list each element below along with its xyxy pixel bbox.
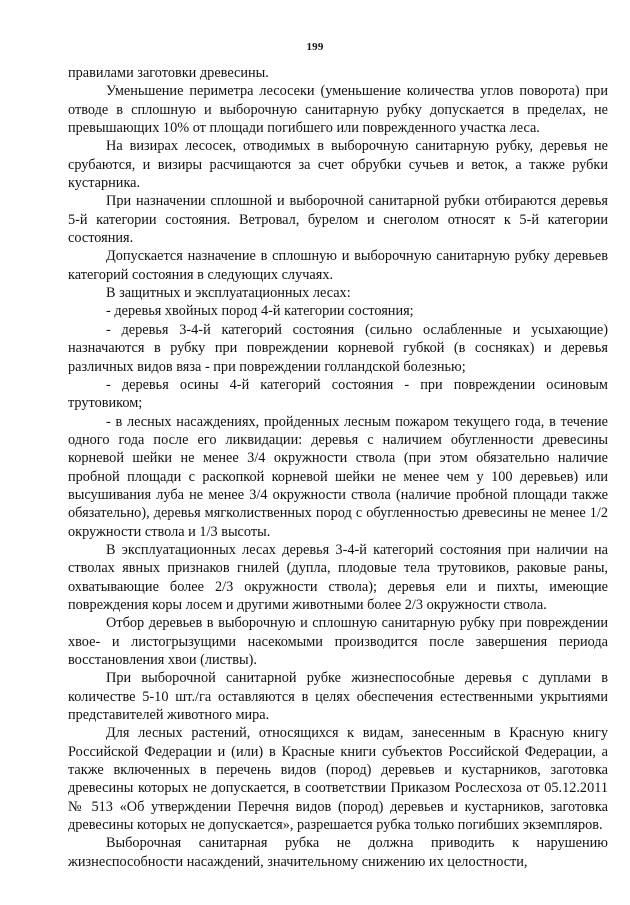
paragraph: В эксплуатационных лесах деревья 3-4-й категорий состояния при наличии на стволах явных признаков гнилей (дупла, плодовые тела трутовиков, раковые раны, охватывающие более 2/3 окружности ствола); деревья ели и пихты, имеющие повреждения коры лосем и другими животными более 2/3 окружности ствола.: [68, 541, 608, 613]
page-number: 199: [306, 41, 324, 53]
paragraph: Для лесных растений, относящихся к видам, занесенным в Красную книгу Российской Федерации и (или) в Красные книги субъектов Российской Федерации, а также включенных в перечень видов (пород) деревьев и кустарников, заготовка древесины которых не допускается, в соответствии Приказом Рослесхоза от 05.12.2011 № 513 «Об утверждении Перечня видов (пород) деревьев и кустарников, заготовка древесины которых не допускается», разрешается рубка только погибших экземпляров.: [68, 725, 608, 834]
list-item: - в лесных насаждениях, пройденных лесным пожаром текущего года, в течение одного года после его ликвидации: деревья с наличием обугленности древесины корневой шейки не менее 3/4 окружности ствола (при этом обязательно наличие пробной площади с раскопкой корневой шейки не менее чем у 100 деревьев) или высушивания луба не менее 3/4 окружности ствола (наличие пробной площади также обязательно), деревья мягколиственных пород с обугленностью древесины не менее 1/2 окружности ствола и 1/3 высоты.: [68, 413, 608, 540]
list-item: - деревья 3-4-й категорий состояния (сильно ослабленные и усыхающие) назначаются в рубку при повреждении корневой губкой (в сосняках) и деревья различных видов вяза - при повреждении голландской болезнью;: [68, 321, 608, 375]
list-item: - деревья хвойных пород 4-й категории состояния;: [106, 303, 414, 320]
list-item: - деревья осины 4-й категорий состояния - при повреждении осиновым трутовиком;: [68, 376, 608, 412]
paragraph: На визирах лесосек, отводимых в выборочную санитарную рубку, деревья не срубаются, и визиры расчищаются за счет обрубки сучьев и веток, а также рубки кустарника.: [68, 138, 608, 192]
body-text: [68, 64, 608, 871]
paragraph: Допускается назначение в сплошную и выборочную санитарную рубку деревьев категорий состояния в следующих случаях.: [68, 248, 608, 283]
paragraph: Выборочная санитарная рубка не должна приводить к нарушению жизнеспособности насаждений, значительному снижению их целостности,: [68, 835, 608, 870]
paragraph: При выборочной санитарной рубке жизнеспособные деревья с дуплами в количестве 5-10 шт./га оставляются в целях обеспечения естественными укрытиями представителей животного мира.: [68, 670, 608, 724]
paragraph: правилами заготовки древесины.: [68, 65, 269, 81]
paragraph: Отбор деревьев в выборочную и сплошную санитарную рубку при повреждении хвое- и листогрызущими насекомыми производится после завершения периода восстановления хвои (листвы).: [68, 615, 608, 668]
paragraph: Уменьшение периметра лесосеки (уменьшение количества углов поворота) при отводе в сплошную и выборочную санитарную рубку допускается в пределах, не превышающих 10% от площади погибшего или поврежденного участка леса.: [68, 83, 608, 137]
paragraph: В защитных и эксплуатационных лесах:: [106, 285, 351, 302]
paragraph: При назначении сплошной и выборочной санитарной рубки отбираются деревья 5-й категории состояния. Ветровал, бурелом и снеголом относят к 5-й категории состояния.: [68, 193, 608, 247]
